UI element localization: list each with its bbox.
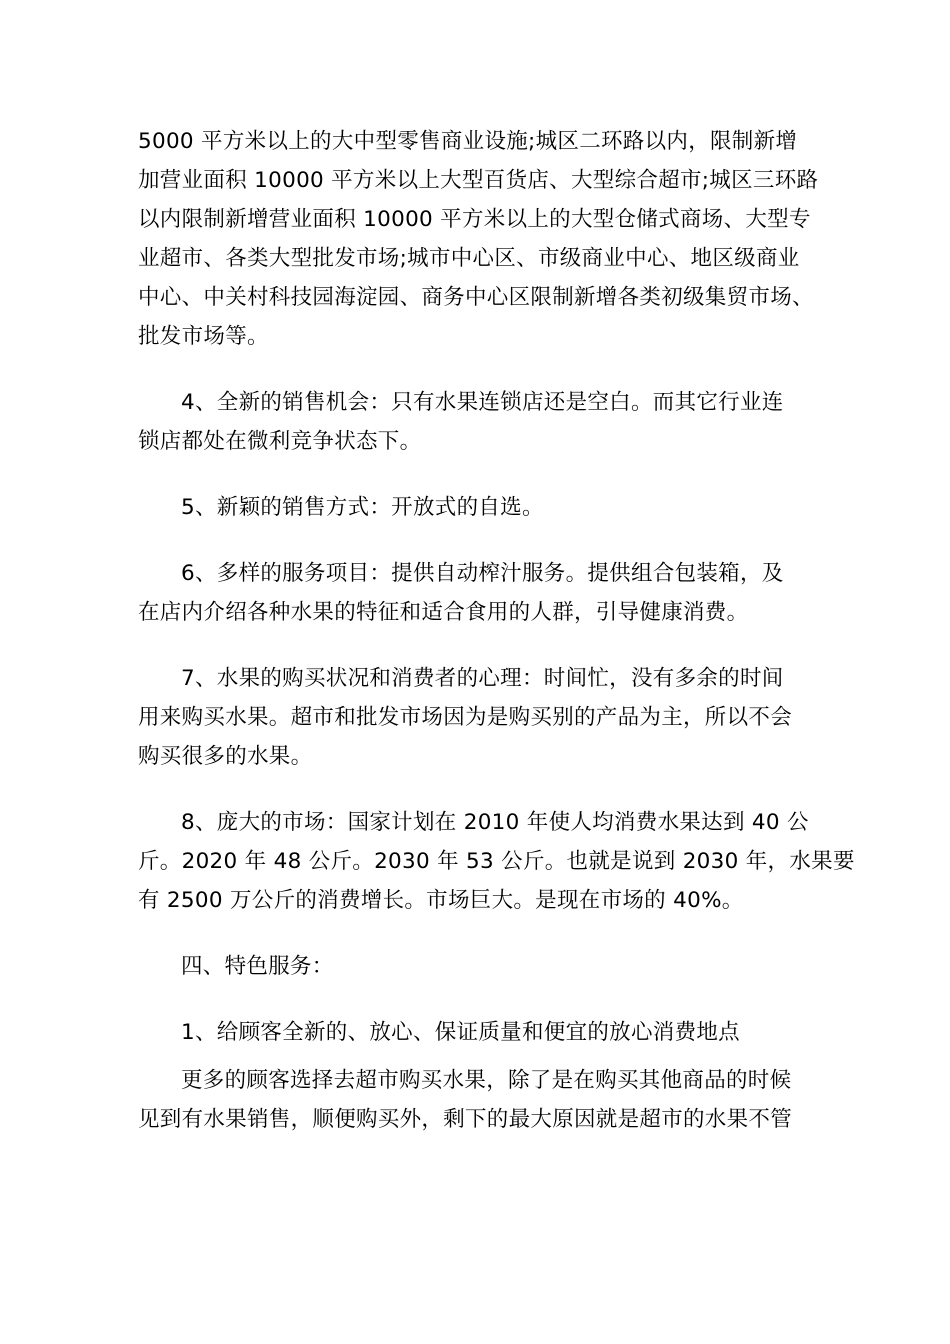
text-line: 中心、中关村科技园海淀园、商务中心区限制新增各类初级集贸市场、	[138, 285, 814, 310]
text-line: 锁店都处在微利竞争状态下。	[138, 429, 422, 454]
text-line: 加营业面积 10000 平方米以上大型百货店、大型综合超市;城区三环路	[138, 168, 819, 193]
text-line: 批发市场等。	[138, 324, 269, 349]
paragraph	[138, 383, 818, 461]
text-line: 7、水果的购买状况和消费者的心理：时间忙，没有多余的时间	[181, 666, 784, 691]
text-line: 8、庞大的市场：国家计划在 2010 年使人均消费水果达到 40 公	[181, 810, 809, 835]
text-line: 4、全新的销售机会：只有水果连锁店还是空白。而其它行业连	[181, 390, 784, 415]
text-line: 更多的顾客选择去超市购买水果，除了是在购买其他商品的时候	[181, 1068, 792, 1093]
text-line: 以内限制新增营业面积 10000 平方米以上的大型仓储式商场、大型专	[138, 207, 811, 232]
text-line: 用来购买水果。超市和批发市场因为是购买别的产品为主，所以不会	[138, 705, 793, 730]
text-line: 在店内介绍各种水果的特征和适合食用的人群，引导健康消费。	[138, 600, 749, 625]
text-line: 见到有水果销售，顺便购买外，剩下的最大原因就是超市的水果不管	[138, 1107, 793, 1132]
text-line: 斤。2020 年 48 公斤。2030 年 53 公斤。也就是说到 2030 年，水果要	[138, 849, 855, 874]
text-line: 业超市、各类大型批发市场;城市中心区、市级商业中心、地区级商业	[138, 246, 800, 271]
text-line: 5000 平方米以上的大中型零售商业设施;城区二环路以内，限制新增	[138, 129, 798, 154]
text-line: 四、特色服务：	[181, 954, 334, 979]
paragraph	[138, 659, 818, 776]
section-heading	[138, 947, 818, 986]
paragraph	[138, 803, 855, 920]
paragraph	[138, 554, 818, 632]
text-line: 有 2500 万公斤的消费增长。市场巨大。是现在市场的 40%。	[138, 888, 744, 913]
paragraph	[138, 1013, 818, 1052]
paragraph	[138, 488, 818, 527]
text-line: 5、新颖的销售方式：开放式的自选。	[181, 495, 544, 520]
text-line: 6、多样的服务项目：提供自动榨汁服务。提供组合包装箱，及	[181, 561, 784, 586]
text-line: 购买很多的水果。	[138, 744, 313, 769]
text-line: 1、给顾客全新的、放心、保证质量和便宜的放心消费地点	[181, 1020, 740, 1045]
document-page	[138, 122, 855, 1139]
paragraph	[138, 122, 818, 356]
paragraph	[138, 1061, 818, 1139]
